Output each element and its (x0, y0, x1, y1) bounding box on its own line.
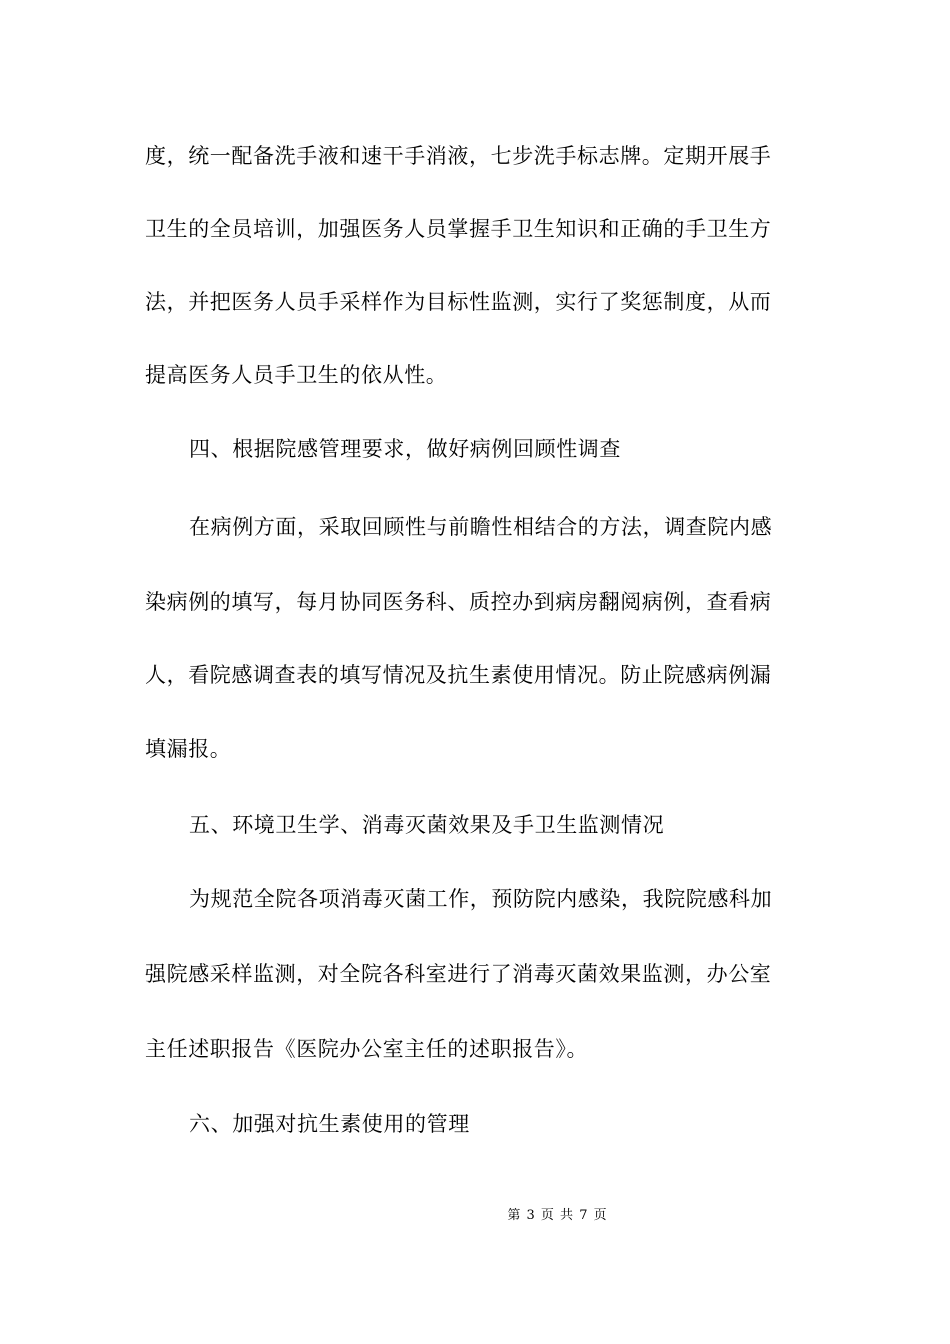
body-line-9: 为规范全院各项消毒灭菌工作，预防院内感染，我院院感科加 (189, 887, 773, 911)
body-line-11: 主任述职报告《医院办公室主任的述职报告》。 (145, 1037, 589, 1061)
body-line-7: 人，看院感调查表的填写情况及抗生素使用情况。防止院感病例漏 (145, 663, 772, 687)
body-line-4: 提高医务人员手卫生的依从性。 (145, 363, 448, 387)
body-line-8: 填漏报。 (145, 737, 232, 761)
body-line-2: 卫生的全员培训，加强医务人员掌握手卫生知识和正确的手卫生方 (145, 217, 772, 241)
body-line-3: 法，并把医务人员手采样作为目标性监测，实行了奖惩制度，从而 (145, 290, 772, 314)
body-line-6: 染病例的填写，每月协同医务科、质控办到病房翻阅病例，查看病 (145, 590, 772, 614)
section-heading-4: 四、根据院感管理要求，做好病例回顾性调查 (189, 437, 621, 461)
body-line-1: 度，统一配备洗手液和速干手消液，七步洗手标志牌。定期开展手 (145, 144, 772, 168)
section-heading-5: 五、环境卫生学、消毒灭菌效果及手卫生监测情况 (189, 813, 665, 837)
body-line-5: 在病例方面，采取回顾性与前瞻性相结合的方法，调查院内感 (189, 515, 773, 539)
page-number-footer: 第 3 页 共 7 页 (507, 1208, 608, 1223)
section-heading-6: 六、加强对抗生素使用的管理 (189, 1112, 470, 1136)
body-line-10: 强院感采样监测，对全院各科室进行了消毒灭菌效果监测，办公室 (145, 962, 772, 986)
